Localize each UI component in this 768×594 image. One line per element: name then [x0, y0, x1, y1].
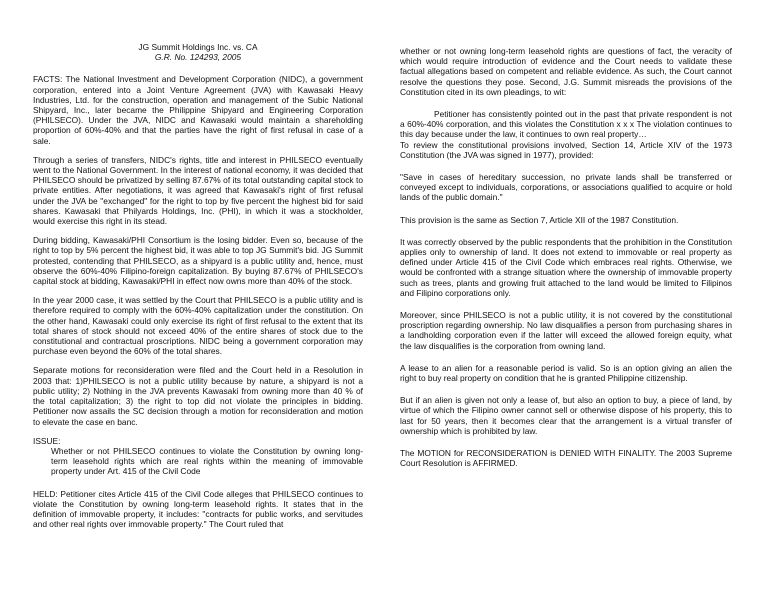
held-continued-paragraph: whether or not owning long-term leasehold rights are questions of fact, the veracity of which would require introduction of evidence and the Court needs to validate these factual allegations based on competent and reliable evidence. As such, the Court cannot resolve the questions they pose. Second, J.G. Summit misreads the provisions of the Constitution cited in its own pleadings, to wit: — [400, 46, 732, 97]
moreover-paragraph: Moreover, since PHILSECO is not a public utility, it is not covered by the constitutional proscription regarding ownership. No law disqualifies a person from purchasing shares in a landholding corporation even if the latter will exceed the allowed foreign equity, what the law disqualifies is the corporation from owning land. — [400, 310, 732, 351]
facts-paragraph-3: During bidding, Kawasaki/PHI Consortium is the losing bidder. Even so, because of the right to top by 5% percent the highest bid, it was able to top JG Summit's bid. JG Summit protested, contending that PHILSECO, as a shipyard is a public utility and, hence, must observe the 60%-40% Filipino-foreign capitalization. By buying 87.67% of PHILSECO's capital stock at bidding, Kawasaki/PHI in effect now owns more than 40% of the stock. — [33, 235, 363, 287]
observation-paragraph: It was correctly observed by the public respondents that the prohibition in the Constitution applies only to ownership of land. It does not extend to immovable or real property as defined under Article 415 of the Civil Code which embraces real rights. Otherwise, we would be confronted with a strange situation where the ownership of immovable property such as trees, plants and growing fruit attached to the land would be limited to Filipinos and Filipino corporations only. — [400, 236, 732, 298]
facts-paragraph-4: In the year 2000 case, it was settled by the Court that PHILSECO is a public utility and is therefore required to comply with the 60%-40% capitalization under the constitution. On the other hand, Kawasaki could only exercise its right of first refusal to the extent that its total shares of stock should not exceed 40% of the entire shares of stock due to the constitutional and contractual proscriptions. NIDC being a government corporation may purchase even beyond the 60% of the total shares. — [33, 295, 363, 357]
quoted-pleading-text: Petitioner has consistently pointed out in the past that private respondent is not a 60%-40% corporation, and this violates the Constitution x x x The violation continues to this day because under the law, it continues to own real property… — [400, 109, 732, 140]
issue-label: ISSUE: — [33, 435, 61, 446]
case-header — [33, 42, 363, 62]
constitution-quote: "Save in cases of hereditary succession, no private lands shall be transferred or conveyed except to individuals, corporations, or associations qualified to acquire or hold lands of the public domain." — [400, 172, 732, 203]
facts-paragraph-2: Through a series of transfers, NIDC's rights, title and interest in PHILSECO eventually went to the National Government. In the interest of national economy, it was decided that PHILSECO should be privatized by selling 87.67% of its total outstanding capital stock to private entities. After negotiations, it was agreed that Kawasaki's right of first refusal under the JVA be "exchanged" for the right to top by five percent the highest bid for said shares. Kawasaki that Philyards Holdings, Inc. (PHI), in which it was a stockholder, would exercise this right in its stead. — [33, 154, 363, 227]
constitutional-review-text: To review the constitutional provisions involved, Section 14, Article XIV of the 1973 Constitution (the JVA was signed in 1977), provided: — [400, 139, 732, 160]
case-title: JG Summit Holdings Inc. vs. CA — [138, 42, 258, 52]
quoted-pleading — [400, 109, 732, 160]
gr-number — [33, 52, 363, 62]
option-paragraph: But if an alien is given not only a lease of, but also an option to buy, a piece of land, by virtue of which the Filipino owner cannot sell or otherwise dispose of his property, this to last for 50 years, then it becomes clear that the arrangement is a virtual transfer of ownership which is prohibited by law. — [400, 395, 732, 436]
right-column — [400, 46, 732, 481]
facts-paragraph-5: Separate motions for reconsideration were filed and the Court held in a Resolution in 2003 that: 1)PHILSECO is not a public utility because by nature, a shipyard is not a public utility; 2) Nothing in the JVA prevents Kawasaki from owning more than 40 % of the total capitalization; 3) the right to top did not violate the principles in bidding. Petitioner now assails the SC decision through a motion for reconsideration and motion to elevate the case en banc. — [33, 365, 363, 427]
lease-paragraph: A lease to an alien for a reasonable period is valid. So is an option giving an alien the right to buy real property on condition that he is granted Philippine citizenship. — [400, 362, 732, 384]
facts-paragraph: FACTS: The National Investment and Development Corporation (NIDC), a government corporation, entered into a Joint Venture Agreement (JVA) with Kawasaki Heavy Industries, Ltd. for the construction, operation and management of the Subic National Shipyard, Inc., later became the Philippine Shipyard and Engineering Corporation (PHILSECO). Under the JVA, NIDC and Kawasaki would maintain a shareholding proportion of 60%-40% and that the parties have the right of first refusal in case of a sale. — [33, 74, 363, 146]
left-column — [33, 42, 363, 538]
same-provision-paragraph: This provision is the same as Section 7, Article XII of the 1987 Constitution. — [400, 214, 679, 225]
issue-text: Whether or not PHILSECO continues to violate the Constitution by owning long-term leasehold rights which are real rights within the meaning of immovable property under Art. 415 of the Civil Code — [51, 445, 363, 477]
gr-number-text: G.R. No. 124293, 2005 — [154, 52, 242, 63]
held-paragraph: HELD: Petitioner cites Article 415 of the Civil Code alleges that PHILSECO continues to violate the Constitution by owning long-term leasehold rights. It states that in the definition of immovable property, it includes: "contracts for public works, and servitudes and other real rights over immovable property." The Court ruled that — [33, 488, 363, 530]
ruling-paragraph: The MOTION for RECONSIDERATION is DENIED WITH FINALITY. The 2003 Supreme Court Resolution is AFFIRMED. — [400, 448, 732, 469]
